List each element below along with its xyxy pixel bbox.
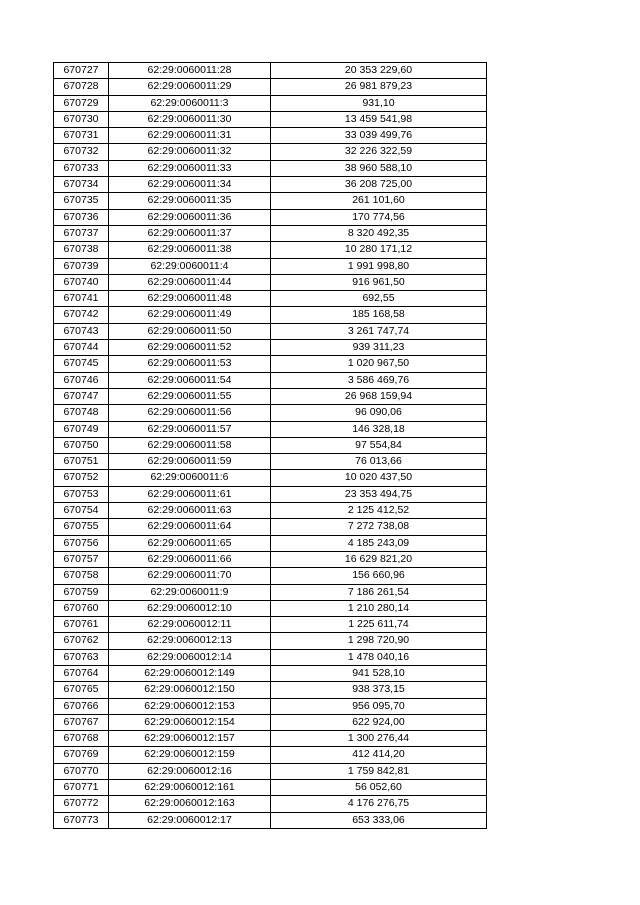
table-row xyxy=(54,617,487,633)
value-cell: 941 528,10 xyxy=(271,665,487,681)
row-number-cell: 670766 xyxy=(54,698,109,714)
cadastral-number-cell: 62:29:0060012:154 xyxy=(109,714,271,730)
value-cell: 13 459 541,98 xyxy=(271,111,487,127)
table-row xyxy=(54,421,487,437)
table-row xyxy=(54,95,487,111)
value-cell: 2 125 412,52 xyxy=(271,503,487,519)
cadastral-number-cell: 62:29:0060012:159 xyxy=(109,747,271,763)
table-row xyxy=(54,242,487,258)
row-number-cell: 670731 xyxy=(54,128,109,144)
row-number-cell: 670771 xyxy=(54,780,109,796)
value-cell: 156 660,96 xyxy=(271,568,487,584)
cadastral-number-cell: 62:29:0060011:29 xyxy=(109,79,271,95)
value-cell: 956 095,70 xyxy=(271,698,487,714)
cadastral-number-cell: 62:29:0060012:16 xyxy=(109,763,271,779)
cadastral-number-cell: 62:29:0060011:58 xyxy=(109,437,271,453)
row-number-cell: 670773 xyxy=(54,812,109,828)
row-number-cell: 670734 xyxy=(54,177,109,193)
row-number-cell: 670763 xyxy=(54,649,109,665)
table-row xyxy=(54,780,487,796)
table-row xyxy=(54,698,487,714)
value-cell: 622 924,00 xyxy=(271,714,487,730)
row-number-cell: 670748 xyxy=(54,405,109,421)
value-cell: 261 101,60 xyxy=(271,193,487,209)
value-cell: 33 039 499,76 xyxy=(271,128,487,144)
cadastral-number-cell: 62:29:0060011:36 xyxy=(109,209,271,225)
row-number-cell: 670765 xyxy=(54,682,109,698)
table-row xyxy=(54,437,487,453)
value-cell: 56 052,60 xyxy=(271,780,487,796)
table-row xyxy=(54,128,487,144)
row-number-cell: 670764 xyxy=(54,665,109,681)
cadastral-number-cell: 62:29:0060012:157 xyxy=(109,731,271,747)
row-number-cell: 670761 xyxy=(54,617,109,633)
value-cell: 938 373,15 xyxy=(271,682,487,698)
cadastral-number-cell: 62:29:0060012:150 xyxy=(109,682,271,698)
value-cell: 1 300 276,44 xyxy=(271,731,487,747)
value-cell: 32 226 322,59 xyxy=(271,144,487,160)
cadastral-number-cell: 62:29:0060011:70 xyxy=(109,568,271,584)
row-number-cell: 670745 xyxy=(54,356,109,372)
cadastral-number-cell: 62:29:0060012:153 xyxy=(109,698,271,714)
value-cell: 20 353 229,60 xyxy=(271,63,487,79)
table-row xyxy=(54,274,487,290)
table-row xyxy=(54,323,487,339)
table-row xyxy=(54,796,487,812)
cadastral-number-cell: 62:29:0060011:52 xyxy=(109,340,271,356)
table-row xyxy=(54,600,487,616)
row-number-cell: 670738 xyxy=(54,242,109,258)
cadastral-number-cell: 62:29:0060011:54 xyxy=(109,372,271,388)
row-number-cell: 670754 xyxy=(54,503,109,519)
row-number-cell: 670769 xyxy=(54,747,109,763)
table-row xyxy=(54,291,487,307)
value-cell: 97 554,84 xyxy=(271,437,487,453)
table-row xyxy=(54,763,487,779)
cadastral-number-cell: 62:29:0060011:4 xyxy=(109,258,271,274)
row-number-cell: 670735 xyxy=(54,193,109,209)
table-row xyxy=(54,665,487,681)
table-row xyxy=(54,584,487,600)
row-number-cell: 670760 xyxy=(54,600,109,616)
row-number-cell: 670756 xyxy=(54,535,109,551)
cadastral-number-cell: 62:29:0060011:30 xyxy=(109,111,271,127)
value-cell: 26 968 159,94 xyxy=(271,388,487,404)
value-cell: 26 981 879,23 xyxy=(271,79,487,95)
value-cell: 3 586 469,76 xyxy=(271,372,487,388)
row-number-cell: 670736 xyxy=(54,209,109,225)
table-row xyxy=(54,812,487,828)
value-cell: 8 320 492,35 xyxy=(271,225,487,241)
cadastral-number-cell: 62:29:0060011:9 xyxy=(109,584,271,600)
cadastral-number-cell: 62:29:0060012:17 xyxy=(109,812,271,828)
table-row xyxy=(54,405,487,421)
cadastral-number-cell: 62:29:0060012:14 xyxy=(109,649,271,665)
table-row xyxy=(54,568,487,584)
value-cell: 16 629 821,20 xyxy=(271,551,487,567)
value-cell: 692,55 xyxy=(271,291,487,307)
row-number-cell: 670770 xyxy=(54,763,109,779)
row-number-cell: 670737 xyxy=(54,225,109,241)
value-cell: 3 261 747,74 xyxy=(271,323,487,339)
value-cell: 1 210 280,14 xyxy=(271,600,487,616)
table-row xyxy=(54,307,487,323)
value-cell: 23 353 494,75 xyxy=(271,486,487,502)
row-number-cell: 670753 xyxy=(54,486,109,502)
cadastral-number-cell: 62:29:0060011:66 xyxy=(109,551,271,567)
table-row xyxy=(54,470,487,486)
value-cell: 36 208 725,00 xyxy=(271,177,487,193)
value-cell: 931,10 xyxy=(271,95,487,111)
cadastral-number-cell: 62:29:0060012:149 xyxy=(109,665,271,681)
table-row xyxy=(54,193,487,209)
table-row xyxy=(54,388,487,404)
row-number-cell: 670727 xyxy=(54,63,109,79)
cadastral-number-cell: 62:29:0060011:63 xyxy=(109,503,271,519)
value-cell: 7 186 261,54 xyxy=(271,584,487,600)
value-cell: 96 090,06 xyxy=(271,405,487,421)
cadastral-number-cell: 62:29:0060011:49 xyxy=(109,307,271,323)
table-row xyxy=(54,503,487,519)
row-number-cell: 670751 xyxy=(54,454,109,470)
value-cell: 76 013,66 xyxy=(271,454,487,470)
cadastral-number-cell: 62:29:0060011:56 xyxy=(109,405,271,421)
table-row xyxy=(54,63,487,79)
value-cell: 939 311,23 xyxy=(271,340,487,356)
row-number-cell: 670757 xyxy=(54,551,109,567)
cadastral-number-cell: 62:29:0060011:44 xyxy=(109,274,271,290)
cadastral-number-cell: 62:29:0060011:55 xyxy=(109,388,271,404)
table-row xyxy=(54,731,487,747)
cadastral-table xyxy=(53,62,487,829)
table-row xyxy=(54,340,487,356)
cadastral-number-cell: 62:29:0060012:13 xyxy=(109,633,271,649)
value-cell: 1 478 040,16 xyxy=(271,649,487,665)
table-row xyxy=(54,486,487,502)
table-row xyxy=(54,356,487,372)
value-cell: 1 759 842,81 xyxy=(271,763,487,779)
cadastral-number-cell: 62:29:0060011:61 xyxy=(109,486,271,502)
table-row xyxy=(54,111,487,127)
table-row xyxy=(54,258,487,274)
cadastral-number-cell: 62:29:0060011:59 xyxy=(109,454,271,470)
row-number-cell: 670752 xyxy=(54,470,109,486)
value-cell: 170 774,56 xyxy=(271,209,487,225)
row-number-cell: 670758 xyxy=(54,568,109,584)
row-number-cell: 670740 xyxy=(54,274,109,290)
table-row xyxy=(54,519,487,535)
table-row xyxy=(54,551,487,567)
row-number-cell: 670744 xyxy=(54,340,109,356)
cadastral-number-cell: 62:29:0060011:33 xyxy=(109,160,271,176)
value-cell: 185 168,58 xyxy=(271,307,487,323)
value-cell: 10 020 437,50 xyxy=(271,470,487,486)
row-number-cell: 670767 xyxy=(54,714,109,730)
data-sheet xyxy=(53,62,487,829)
cadastral-number-cell: 62:29:0060012:161 xyxy=(109,780,271,796)
row-number-cell: 670755 xyxy=(54,519,109,535)
cadastral-number-cell: 62:29:0060011:38 xyxy=(109,242,271,258)
table-row xyxy=(54,79,487,95)
row-number-cell: 670739 xyxy=(54,258,109,274)
table-row xyxy=(54,372,487,388)
value-cell: 1 020 967,50 xyxy=(271,356,487,372)
row-number-cell: 670729 xyxy=(54,95,109,111)
row-number-cell: 670750 xyxy=(54,437,109,453)
cadastral-number-cell: 62:29:0060011:37 xyxy=(109,225,271,241)
table-row xyxy=(54,535,487,551)
cadastral-number-cell: 62:29:0060011:65 xyxy=(109,535,271,551)
value-cell: 653 333,06 xyxy=(271,812,487,828)
table-body xyxy=(54,63,487,829)
row-number-cell: 670742 xyxy=(54,307,109,323)
table-row xyxy=(54,714,487,730)
row-number-cell: 670728 xyxy=(54,79,109,95)
cadastral-number-cell: 62:29:0060011:3 xyxy=(109,95,271,111)
cadastral-number-cell: 62:29:0060012:163 xyxy=(109,796,271,812)
cadastral-number-cell: 62:29:0060011:34 xyxy=(109,177,271,193)
cadastral-number-cell: 62:29:0060011:48 xyxy=(109,291,271,307)
row-number-cell: 670762 xyxy=(54,633,109,649)
cadastral-number-cell: 62:29:0060011:57 xyxy=(109,421,271,437)
row-number-cell: 670733 xyxy=(54,160,109,176)
table-row xyxy=(54,225,487,241)
table-row xyxy=(54,209,487,225)
row-number-cell: 670749 xyxy=(54,421,109,437)
table-row xyxy=(54,747,487,763)
cadastral-number-cell: 62:29:0060012:11 xyxy=(109,617,271,633)
value-cell: 10 280 171,12 xyxy=(271,242,487,258)
cadastral-number-cell: 62:29:0060011:64 xyxy=(109,519,271,535)
table-row xyxy=(54,144,487,160)
cadastral-number-cell: 62:29:0060011:31 xyxy=(109,128,271,144)
cadastral-number-cell: 62:29:0060011:6 xyxy=(109,470,271,486)
value-cell: 146 328,18 xyxy=(271,421,487,437)
cadastral-number-cell: 62:29:0060011:28 xyxy=(109,63,271,79)
table-row xyxy=(54,160,487,176)
value-cell: 7 272 738,08 xyxy=(271,519,487,535)
table-row xyxy=(54,682,487,698)
row-number-cell: 670730 xyxy=(54,111,109,127)
cadastral-number-cell: 62:29:0060011:53 xyxy=(109,356,271,372)
table-row xyxy=(54,633,487,649)
value-cell: 1 225 611,74 xyxy=(271,617,487,633)
row-number-cell: 670768 xyxy=(54,731,109,747)
value-cell: 916 961,50 xyxy=(271,274,487,290)
value-cell: 1 298 720,90 xyxy=(271,633,487,649)
row-number-cell: 670747 xyxy=(54,388,109,404)
table-row xyxy=(54,649,487,665)
row-number-cell: 670743 xyxy=(54,323,109,339)
table-row xyxy=(54,454,487,470)
value-cell: 4 176 276,75 xyxy=(271,796,487,812)
cadastral-number-cell: 62:29:0060011:35 xyxy=(109,193,271,209)
cadastral-number-cell: 62:29:0060011:32 xyxy=(109,144,271,160)
table-row xyxy=(54,177,487,193)
row-number-cell: 670772 xyxy=(54,796,109,812)
row-number-cell: 670746 xyxy=(54,372,109,388)
cadastral-number-cell: 62:29:0060011:50 xyxy=(109,323,271,339)
row-number-cell: 670741 xyxy=(54,291,109,307)
row-number-cell: 670759 xyxy=(54,584,109,600)
value-cell: 38 960 588,10 xyxy=(271,160,487,176)
value-cell: 4 185 243,09 xyxy=(271,535,487,551)
value-cell: 1 991 998,80 xyxy=(271,258,487,274)
row-number-cell: 670732 xyxy=(54,144,109,160)
value-cell: 412 414,20 xyxy=(271,747,487,763)
cadastral-number-cell: 62:29:0060012:10 xyxy=(109,600,271,616)
